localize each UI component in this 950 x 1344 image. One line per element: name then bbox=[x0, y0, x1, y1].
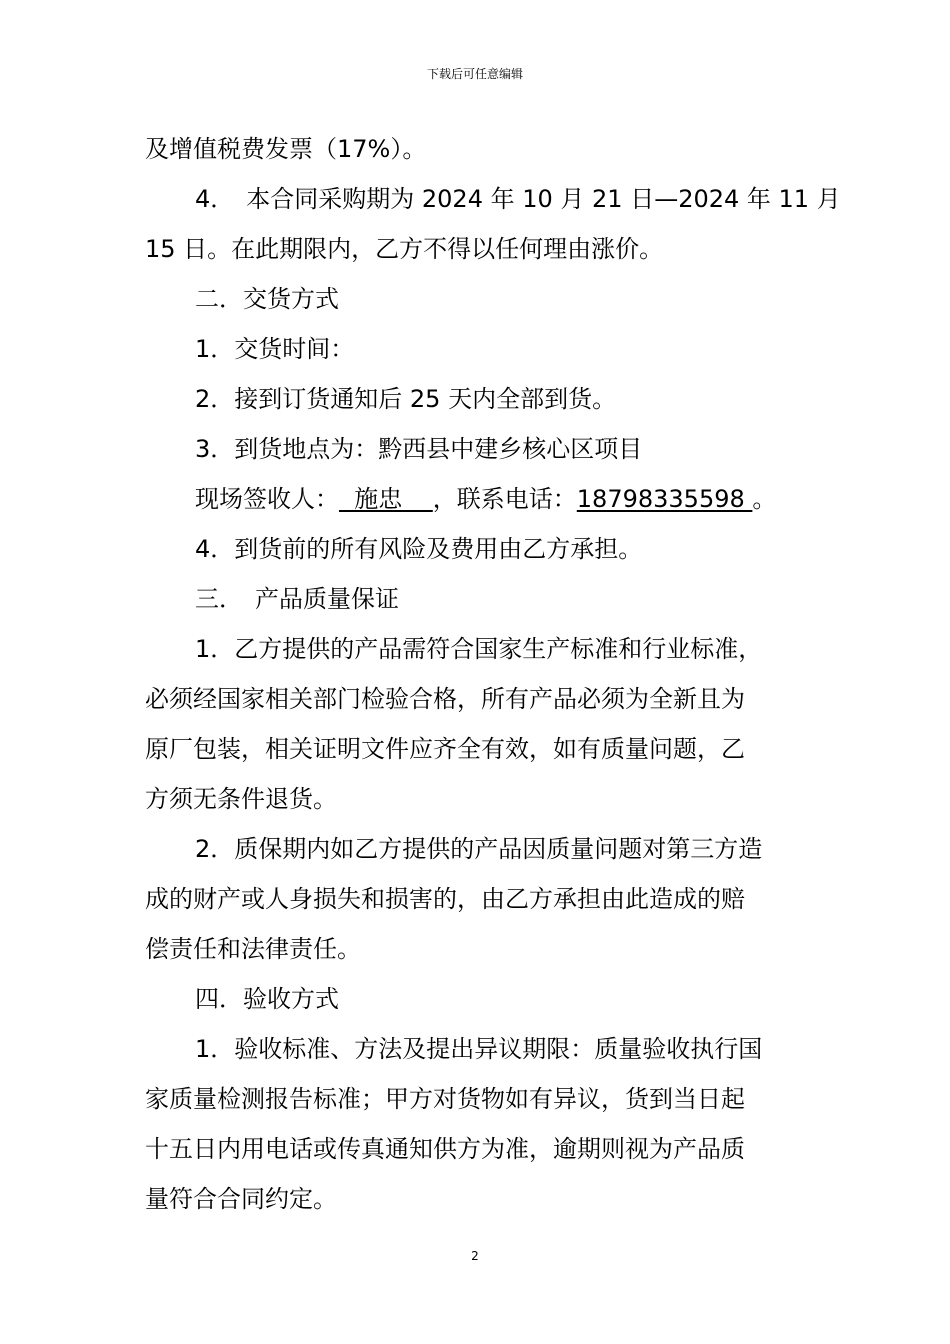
section-heading-quality: 三． 产品质量保证 bbox=[195, 585, 399, 613]
phone-label: ，联系电话： bbox=[432, 485, 577, 513]
clause-delivery-time: 1．交货时间： bbox=[195, 335, 355, 363]
receiver-line bbox=[195, 483, 776, 515]
clause-delivery-location: 3．到货地点为：黔西县中建乡核心区项目 bbox=[195, 435, 643, 463]
page-number: 2 bbox=[471, 1249, 479, 1263]
phone-number: 18798335598 bbox=[576, 485, 753, 513]
text-line: 及增值税费发票（17%）。 bbox=[145, 135, 427, 163]
clause-delivery-deadline: 2．接到订货通知后 25 天内全部到货。 bbox=[195, 385, 617, 413]
text-line: 偿责任和法律责任。 bbox=[145, 935, 361, 963]
text-line: 方须无条件退货。 bbox=[145, 785, 337, 813]
clause-quality-1: 1．乙方提供的产品需符合国家生产标准和行业标准， bbox=[195, 635, 763, 663]
text-line: 15 日。在此期限内，乙方不得以任何理由涨价。 bbox=[145, 235, 664, 263]
clause-4-purchase-period: 4． 本合同采购期为 2024 年 10 月 21 日—2024 年 11 月 bbox=[195, 185, 841, 213]
page-header: 下载后可任意编辑 bbox=[426, 67, 523, 81]
receiver-label: 现场签收人： bbox=[195, 485, 339, 513]
text-line: 原厂包装，相关证明文件应齐全有效，如有质量问题，乙 bbox=[145, 735, 745, 763]
section-heading-delivery: 二．交货方式 bbox=[195, 285, 339, 313]
section-heading-acceptance: 四．验收方式 bbox=[195, 985, 339, 1013]
receiver-name: 施忠 bbox=[339, 485, 433, 513]
text-line: 必须经国家相关部门检验合格，所有产品必须为全新且为 bbox=[145, 685, 745, 713]
text-line: 成的财产或人身损失和损害的，由乙方承担由此造成的赔 bbox=[145, 885, 745, 913]
clause-acceptance-1: 1．验收标准、方法及提出异议期限：质量验收执行国 bbox=[195, 1035, 763, 1063]
text-line: 量符合合同约定。 bbox=[145, 1185, 337, 1213]
text-line: 十五日内用电话或传真通知供方为准，逾期则视为产品质 bbox=[145, 1135, 745, 1163]
clause-quality-2: 2．质保期内如乙方提供的产品因质量问题对第三方造 bbox=[195, 835, 763, 863]
period: 。 bbox=[752, 485, 777, 513]
text-line: 家质量检测报告标准；甲方对货物如有异议，货到当日起 bbox=[145, 1085, 745, 1113]
clause-delivery-risk: 4．到货前的所有风险及费用由乙方承担。 bbox=[195, 535, 643, 563]
